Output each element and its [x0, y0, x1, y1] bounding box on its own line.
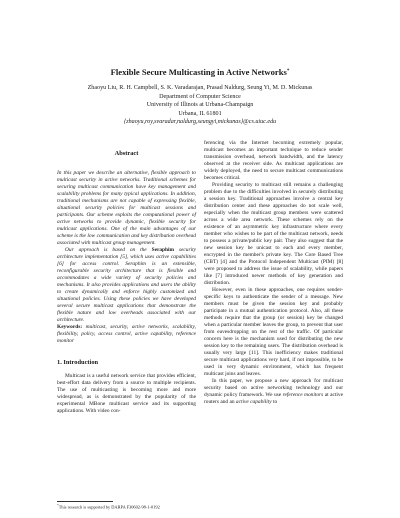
- right-column: [204, 140, 343, 406]
- introduction-heading: 1. Introduction: [57, 359, 99, 366]
- footnote: [57, 503, 197, 510]
- active-capability-term: active capability: [235, 399, 272, 405]
- affiliation-city: Urbana, IL 61801: [178, 110, 222, 117]
- abstract-paragraph-2: [57, 247, 196, 324]
- abstract-body: [57, 170, 196, 345]
- left-column: [57, 150, 196, 415]
- footnote-text: This research is supported by DARPA F30602-98-1-0192: [58, 504, 160, 510]
- author-email: {zhaoyu,roy,svaradar,naldurg,seungyi,mickunas}@cs.uiuc.edu: [123, 119, 277, 126]
- keywords-label: Keywords:: [57, 324, 83, 330]
- introduction-body: [57, 373, 196, 415]
- author-block: [0, 84, 400, 127]
- abstract-paragraph-1: In this paper we describe an alternative, flexible approach to multicast security in active networks. Traditional schemes for securing multicast communication have key management and scalability problems for many typical applications. In addition, traditional mechanisms are not capable of expressing flexible, situational security policies for multicast sessions and participants. Our scheme exploits the computational power of active networks to provide dynamic, flexible security for multicast applications. One of the main advantages of our scheme is the low communication and key distribution overhead associated with multicast group management.: [57, 170, 196, 246]
- seraphim-term: Seraphim: [151, 247, 175, 253]
- abstract-heading: Abstract: [114, 150, 139, 157]
- author-list: Zhaoyu Liu, R. H. Campbell, S. K. Varadarajan, Prasad Naldurg, Seung Yi, M. D. Mickunas: [87, 85, 313, 91]
- footnote-rule: [57, 501, 113, 502]
- body-p4-start: In this paper, we propose a new approach for multicast security based on active networking technology and our dynamic policy framework. We use: [204, 378, 343, 398]
- abstract-p2-start: Our approach is based on the: [65, 247, 152, 253]
- paper-title: [0, 66, 400, 78]
- body-p4-end: to: [271, 399, 278, 405]
- body-paragraph-4: [204, 378, 343, 406]
- title-footnote-mark: *: [286, 69, 290, 74]
- body-paragraph-2: Providing security to multicast still remains a challenging problem due to the difficulties involved in securely distributing a session key. Traditional approaches involve a central key distribution center and these approaches do not scale well, especially when the multicast group members were scattered across a wide area network. These schemes rely on the existence of an asymmetric key infrastructure where every member who wishes to be part of the multicast network, needs to possess a private/public key pair. They also suggest that the new session key be unicast to each and every member, encrypted in the member's private key. The Core Based Tree (CBT) [4] and the Protocol Independent Multicast (PIM) [8] were proposed to address the issue of scalability, while papers like [7] introduced newer methods of key generation and distribution.: [204, 182, 343, 286]
- abstract-p2-rest: security architecture implementation [5], which uses active capabilities [6] for access control. Seraphim is an extensible, reconfigurable security architecture that is flexible and accommodates a wide variety of security policies and mechanisms. It also provides applications and users the ability to create dynamically and enforce highly customized and situational policies. Using these policies we have developed several secure multicast applications that demonstrate the flexible nature and low overheads associated with our architecture.: [57, 247, 196, 323]
- affiliation-university: University of Illinois at Urbana-Champaign: [146, 102, 254, 109]
- body-paragraph-3: However, even in these approaches, one requires sender-specific keys to authenticate the sender of a message. New members must be given the session key and probably participate in a mutual authentication protocol. Also, all these methods require that the group (or session) key be changed when a particular member leaves the group, to prevent that user from eavesdropping on the rest of the traffic. Of particular concern here is the mechanism used for distributing the new session key to the remaining users. The distribution overhead is usually very large [11]. This inefficiency makes traditional secure multicast applications very hard, if not impossible, to be used in very dynamic environment, which has frequent multicast joins and leaves.: [204, 287, 343, 377]
- footnote-mark: *: [57, 503, 59, 507]
- body-paragraph-1: ferencing via the Internet becoming extremely popular, multicast becomes an important technique to reduce sender transmission overhead, network bandwidth, and the latency observed at the receiver side. As multicast applications are widely deployed, the need to secure multicast communications becomes critical.: [204, 140, 343, 181]
- keywords-line: [57, 324, 196, 345]
- body-p4-mid: at active routers and an: [204, 392, 344, 405]
- affiliation-department: Department of Computer Science: [159, 93, 241, 100]
- introduction-paragraph-1: Multicast is a useful network service that provides efficient, best-effort data delivery from a source to multiple recipients. The use of multicasting is becoming more and more widespread, as is demonstrated by the popularity of the experimental MBone multicast service and its supporting applications. With video con-: [57, 373, 196, 414]
- reference-monitors-term: reference monitors: [282, 392, 324, 398]
- keywords-text: multicast, security, active networks, scalability, flexibility, policy, access control, active capability, reference monitor: [57, 324, 196, 344]
- title-text: Flexible Secure Multicasting in Active Networks: [110, 67, 287, 77]
